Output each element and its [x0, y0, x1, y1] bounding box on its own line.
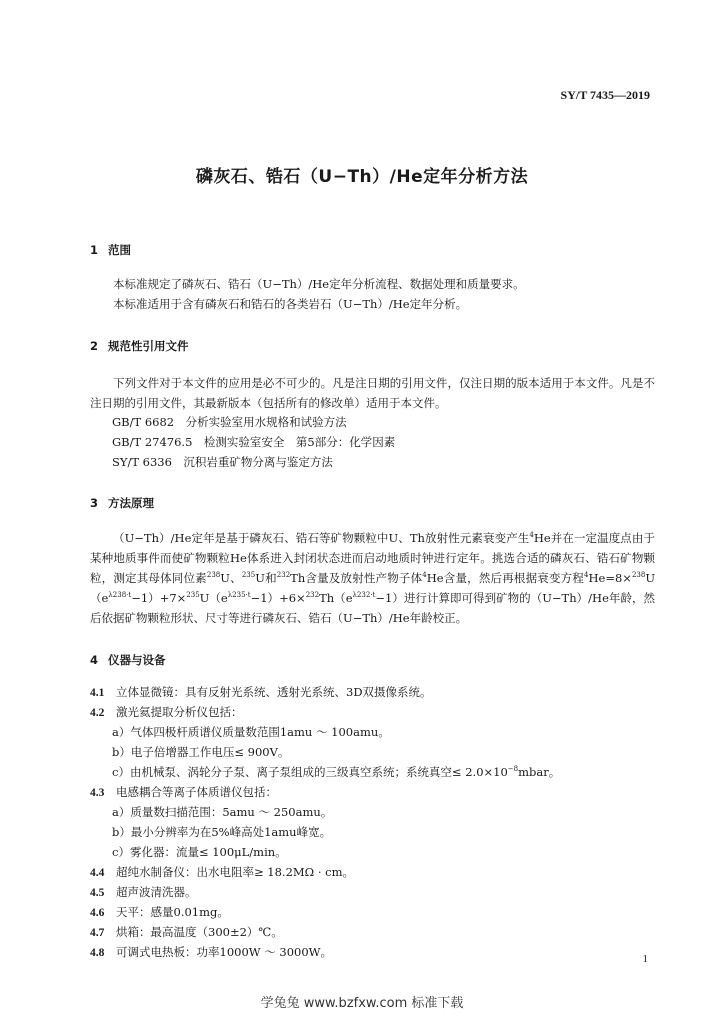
clause-4-2-b: b）电子倍增器工作电压≤ 900V。: [112, 745, 290, 759]
reference-gb-t-27476-5: GB/T 27476.5 检测实验室安全 第5部分：化学因素: [112, 435, 396, 449]
clause-4-1: 4.1 立体显微镜：具有反射光系统、透射光系统、3D双摄像系统。: [90, 685, 432, 699]
section-title: 仪器与设备: [108, 653, 166, 667]
clause-4-7: 4.7 烘箱：最高温度（300±2）℃。: [90, 925, 283, 939]
section-2-heading: [90, 338, 189, 354]
section-3-heading: [90, 495, 154, 511]
clause-4-6: 4.6 天平：感量0.01mg。: [90, 905, 229, 919]
clause-4-4: 4.4 超纯水制备仪：出水电阻率≥ 18.2MΩ · cm。: [90, 865, 355, 879]
clause-4-2: 4.2 激光氦提取分析仪包括：: [90, 705, 243, 719]
standard-code: SY/T 7435—2019: [560, 88, 650, 102]
section-title: 方法原理: [108, 496, 154, 510]
section-number: 1: [90, 243, 99, 257]
clause-4-8: 4.8 可调式电热板：功率1000W ～ 3000W。: [90, 945, 332, 959]
clause-4-3-a: a）质量数扫描范围：5amu ～ 250amu。: [112, 805, 333, 819]
reference-gb-t-6682: GB/T 6682 分析实验室用水规格和试验方法: [112, 415, 347, 429]
clause-4-3: 4.3 电感耦合等离子体质谱仪包括：: [90, 785, 277, 799]
document-title: 磷灰石、锆石（U−Th）/He定年分析方法: [195, 167, 529, 187]
section-1-paragraph-1: 本标准规定了磷灰石、锆石（U−Th）/He定年分析流程、数据处理和质量要求。: [113, 277, 525, 291]
clause-4-2-c: c）由机械泵、涡轮分子泵、离子泵组成的三级真空系统；系统真空≤ $2.0\times 10^{-8}mbar$。: [112, 765, 561, 779]
section-1-heading: [90, 242, 131, 258]
clause-4-3-c: c）雾化器：流量≤ 100μL/min。: [112, 845, 287, 859]
section-3-paragraph: （U−Th）/He定年是基于磷灰石、锆石等矿物颗粒中U、Th放射性元素衰变产生$^4$He并在一定温度点由于某种地质事件而使矿物颗粒He体系进入封闭状态进而启动地质时钟进行定年。挑选合适的磷灰石、锆石矿物颗粒，测定其母体同位素$^{238}$U、$^{235}$U和$^{232}$Th含量及放射性产物子体$^4$He含量，然后再根据衰变方程$^4He=8\times^{238}U(e^{\lambda 238\cdot t}-1)+7\times^{235}U(e^{\lambda 235\cdot t}-1)+6\times^{232}Th(e^{\lambda 232\cdot t}-1)$进行计算即可得到矿物的（U−Th）/He年龄，然后依据矿物颗粒形状、尺寸等进行磷灰石、锆石（U−Th）/He年龄校正。: [90, 531, 656, 625]
section-title: 范围: [108, 243, 131, 257]
section-2-paragraph: 下列文件对于本文件的应用是必不可少的。凡是注日期的引用文件，仅注日期的版本适用于本文件。凡是不注日期的引用文件，其最新版本（包括所有的修改单）适用于本文件。: [90, 376, 655, 410]
section-number: 2: [90, 339, 99, 353]
footer-watermark: 学兔兔 www.bzfxw.com 标准下载: [260, 996, 464, 1011]
section-1-paragraph-2: 本标准适用于含有磷灰石和锆石的各类岩石（U−Th）/He定年分析。: [113, 297, 468, 311]
section-number: 3: [90, 496, 99, 510]
clause-4-5: 4.5 超声波清洗器。: [90, 885, 197, 899]
reference-sy-t-6336: SY/T 6336 沉积岩重矿物分离与鉴定方法: [112, 455, 333, 469]
clause-4-3-b: b）最小分辨率为在5%峰高处1amu峰宽。: [112, 825, 332, 839]
clause-4-2-a: a）气体四极杆质谱仪质量数范围1amu ～ 100amu。: [112, 725, 390, 739]
section-4-heading: [90, 652, 166, 668]
section-title: 规范性引用文件: [108, 339, 189, 353]
page-number: 1: [642, 953, 648, 965]
section-number: 4: [90, 653, 99, 667]
